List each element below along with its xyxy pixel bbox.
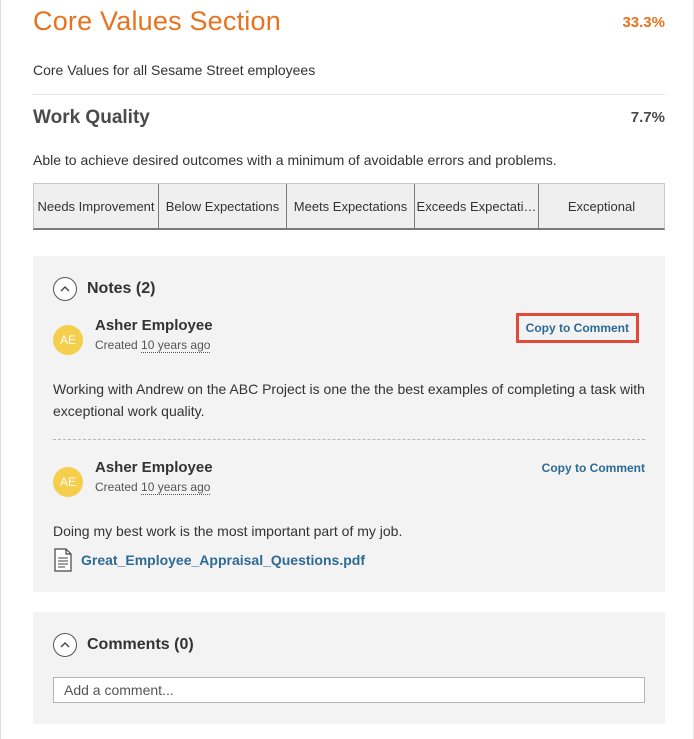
note-created — [95, 338, 210, 352]
comments-toggle[interactable] — [53, 633, 194, 657]
created-label: Created — [95, 480, 138, 494]
rating-exceeds-expectations[interactable]: Exceeds Expectati… — [415, 184, 539, 228]
note-body: Doing my best work is the most important part of my job. — [53, 523, 403, 539]
avatar: AE — [53, 325, 83, 355]
copy-to-comment-button[interactable]: Copy to Comment — [541, 461, 645, 475]
section-title: Core Values Section — [33, 6, 281, 36]
comment-input[interactable] — [53, 677, 645, 703]
created-time: 10 years ago — [141, 480, 211, 494]
competency-title: Work Quality — [33, 107, 150, 128]
notes-title: Notes (2) — [87, 280, 156, 297]
divider — [33, 94, 665, 95]
comments-title: Comments (0) — [87, 636, 194, 653]
rating-exceptional[interactable]: Exceptional — [567, 198, 636, 214]
notes-panel — [33, 256, 665, 592]
note-author: Asher Employee — [95, 317, 213, 334]
attachment-link[interactable] — [53, 548, 365, 572]
note-separator — [53, 439, 645, 440]
chevron-up-icon — [53, 277, 77, 301]
avatar: AE — [53, 467, 83, 497]
copy-to-comment-button[interactable]: Copy to Comment — [516, 313, 639, 343]
rating-needs-improvement[interactable]: Needs Improvement — [34, 184, 159, 228]
note-author: Asher Employee — [95, 459, 213, 476]
rating-meets-expectations[interactable]: Meets Expectations — [287, 184, 415, 228]
section-header — [33, 6, 665, 42]
competency-description: Able to achieve desired outcomes with a minimum of avoidable errors and problems. — [33, 152, 557, 168]
rating-below-expectations[interactable]: Below Expectations — [159, 184, 287, 228]
document-icon — [53, 548, 73, 572]
section-weight: 33.3% — [622, 14, 665, 31]
comments-panel — [33, 612, 665, 724]
section-description: Core Values for all Sesame Street employees — [33, 62, 316, 78]
note-created — [95, 480, 210, 494]
created-label: Created — [95, 338, 138, 352]
note-body: Working with Andrew on the ABC Project is one the the best examples of completing a task with exceptional work quality. — [53, 381, 645, 419]
attachment-name: Great_Employee_Appraisal_Questions.pdf — [81, 552, 365, 568]
competency-weight: 7.7% — [630, 109, 665, 126]
notes-toggle[interactable] — [53, 277, 155, 301]
rating-scale — [33, 183, 665, 230]
created-time: 10 years ago — [141, 338, 211, 352]
left-border — [0, 0, 1, 739]
chevron-up-icon — [53, 633, 77, 657]
